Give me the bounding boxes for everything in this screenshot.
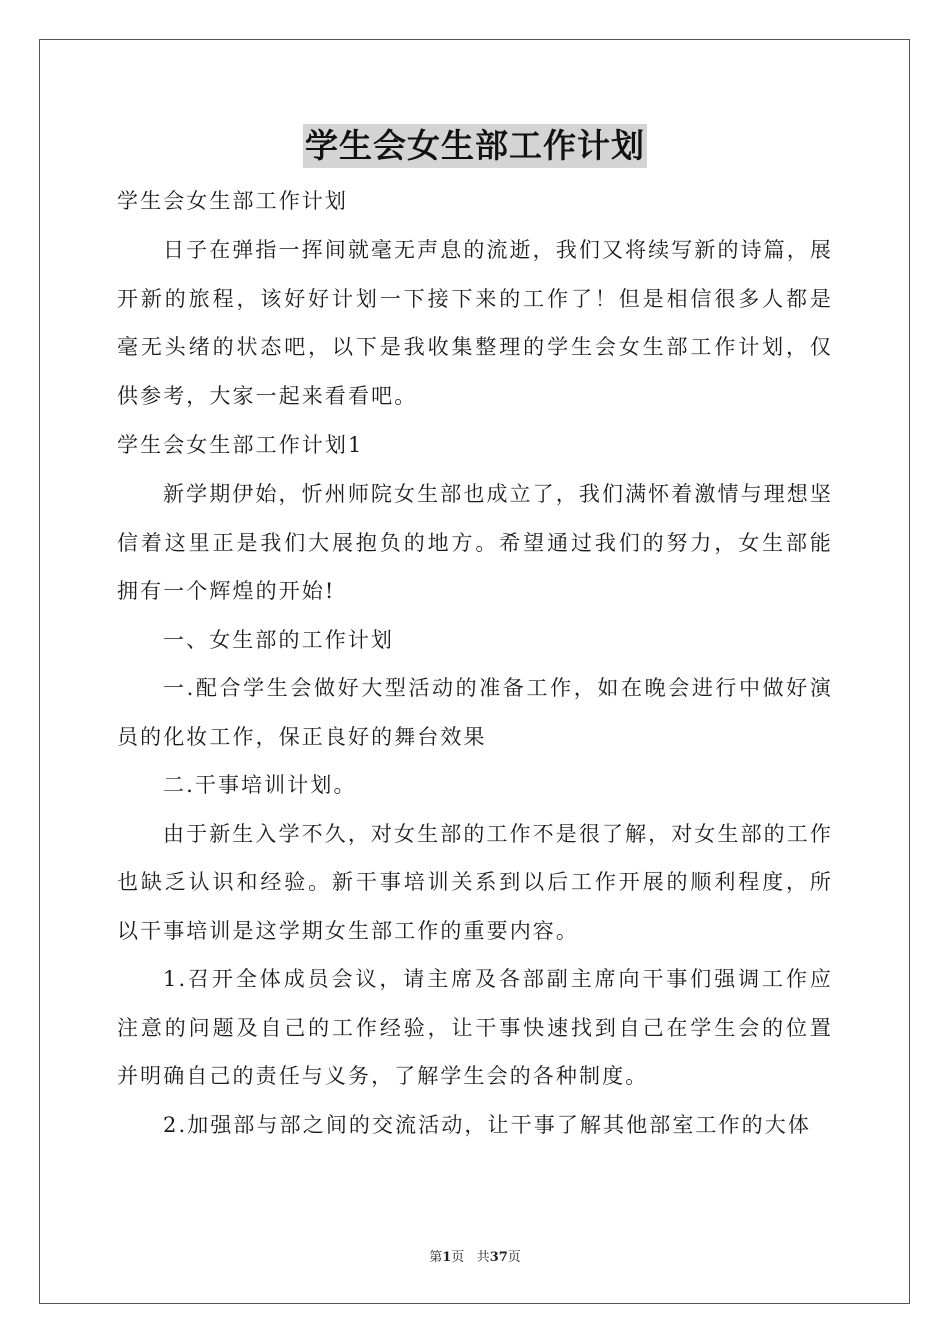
footer-total-pages: 37 [489, 1250, 508, 1265]
paragraph-body: 一、女生部的工作计划 [163, 627, 394, 652]
footer-total-prefix: 共 [476, 1250, 490, 1265]
document-body [117, 176, 833, 1149]
footer-total-suffix: 页 [507, 1250, 521, 1265]
paragraph-body: 1.召开全体成员会议，请主席及各部副主席向干事们强调工作应注意的问题及自己的工作经验，让干事快速找到自己在学生会的位置并明确自己的责任与义务，了解学生会的各种制度。 [117, 967, 833, 1088]
title-wrap [0, 124, 950, 168]
paragraph-body: 一.配合学生会做好大型活动的准备工作，如在晚会进行中做好演员的化妆工作，保正良好的舞台效果 [117, 676, 833, 749]
footer-page-number: 1 [442, 1250, 452, 1265]
paragraph-intro: 日子在弹指一挥间就毫无声息的流逝，我们又将续写新的诗篇，展开新的旅程，该好好计划一下接下来的工作了！但是相信很多人都是毫无头绪的状态吧，以下是我收集整理的学生会女生部工作计划，仅供参考，大家一起来看看吧。 [117, 238, 833, 408]
paragraph-body: 二.干事培训计划。 [163, 773, 357, 797]
footer-page-prefix: 第 [429, 1250, 443, 1265]
paragraph-body: 新学期伊始，忻州师院女生部也成立了，我们满怀着激情与理想坚信着这里正是我们大展抱负的地方。希望通过我们的努力，女生部能拥有一个辉煌的开始! [117, 482, 833, 603]
paragraph-section-heading: 学生会女生部工作计划1 [117, 433, 364, 457]
paragraph-body: 由于新生入学不久，对女生部的工作不是很了解，对女生部的工作也缺乏认识和经验。新干事培训关系到以后工作开展的顺利程度，所以干事培训是这学期女生部工作的重要内容。 [117, 821, 833, 943]
page-footer [0, 1246, 950, 1265]
footer-page-suffix: 页 [451, 1250, 465, 1265]
paragraph-subtitle: 学生会女生部工作计划 [117, 189, 348, 213]
document-title: 学生会女生部工作计划 [303, 124, 647, 168]
paragraph-body: 2.加强部与部之间的交流活动，让干事了解其他部室工作的大体 [163, 1112, 811, 1137]
